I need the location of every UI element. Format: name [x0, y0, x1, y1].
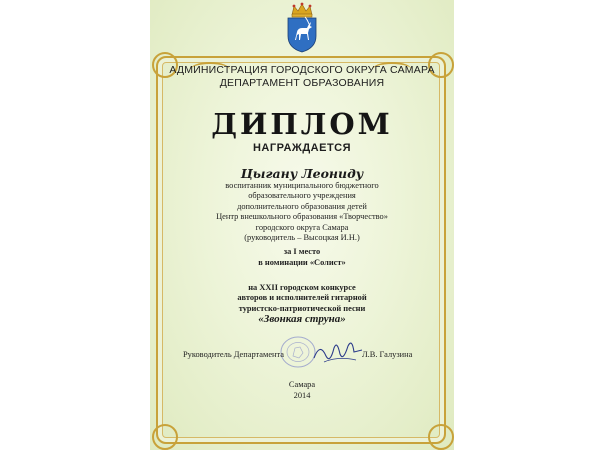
description-line: (руководитель – Высоцкая И.Н.)	[244, 233, 360, 243]
description-line: дополнительного образования детей	[237, 201, 367, 211]
description-line: Центр внешкольного образования «Творчество»	[216, 212, 388, 222]
award-block	[150, 247, 454, 268]
description-line: городского округа Самара	[255, 222, 349, 232]
recipient-name: Цыгану Леониду	[240, 166, 364, 181]
issuer-heading	[150, 64, 454, 90]
contest-line: авторов и исполнителей гитарной	[237, 293, 367, 303]
issuer-line: ДЕПАРТАМЕНТ ОБРАЗОВАНИЯ	[219, 77, 385, 89]
signature-row	[150, 350, 454, 364]
award-nomination: в номинации «Солист»	[258, 257, 346, 267]
contest-line: туристско-патриотической песни	[238, 303, 366, 313]
city: Самара	[288, 380, 316, 389]
awarded-subtitle: НАГРАЖДАЕТСЯ	[252, 142, 352, 154]
signatory-position: Руководитель Департамента	[183, 350, 284, 359]
contest-line: на XXII городском конкурсе	[248, 283, 356, 292]
border-corner-ornament	[428, 424, 454, 450]
award-place: за I место	[283, 247, 321, 256]
recipient-description	[150, 181, 454, 243]
diploma-title: ДИПЛОМ	[211, 107, 393, 141]
contest-name: «Звонкая струна»	[258, 313, 346, 325]
description-line: образовательного учреждения	[248, 191, 356, 201]
diploma-sheet	[150, 0, 454, 450]
issuer-line: АДМИНИСТРАЦИЯ ГОРОДСКОГО ОКРУГА САМАРА	[169, 64, 435, 76]
description-line: воспитанник муниципального бюджетного	[225, 181, 379, 190]
signatory-name: Л.В. Галузина	[362, 350, 413, 359]
contest-block	[150, 283, 454, 314]
border-corner-ornament	[152, 424, 178, 450]
year: 2014	[293, 390, 311, 400]
place-and-date	[150, 380, 454, 401]
samara-coat-of-arms-icon	[280, 2, 324, 54]
